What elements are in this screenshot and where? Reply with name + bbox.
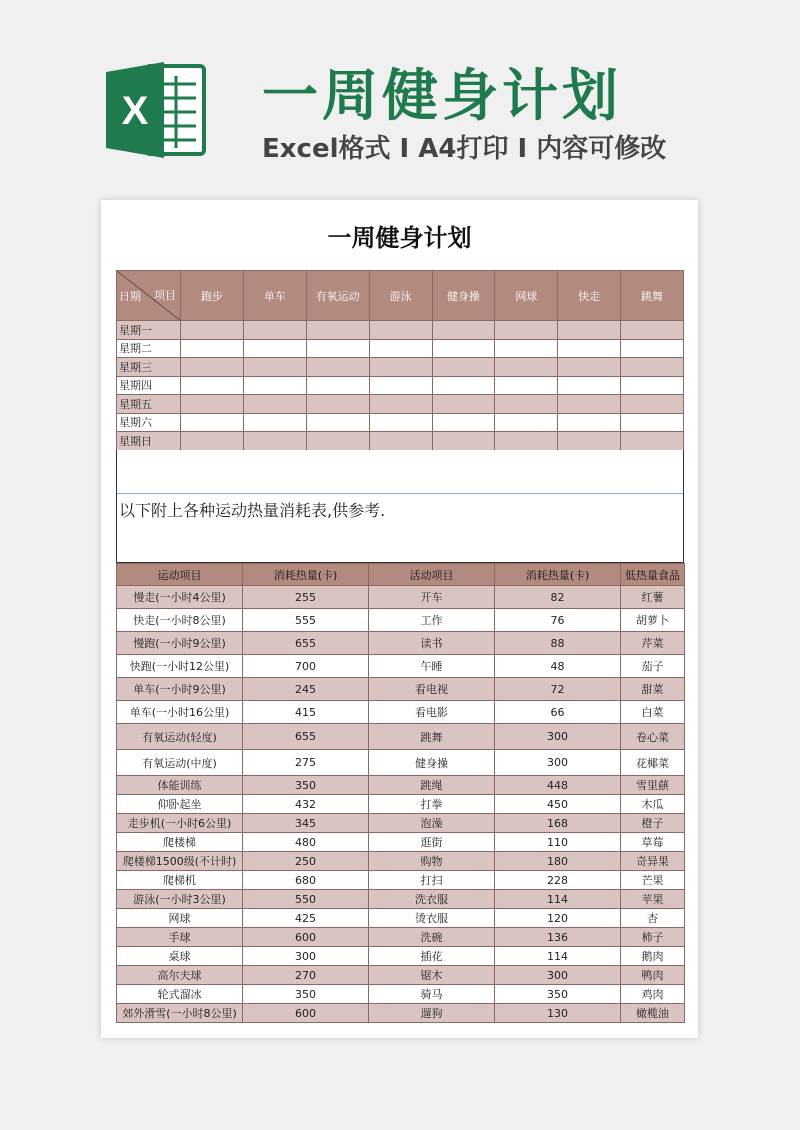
calorie-cell: 655 <box>243 632 369 655</box>
calorie-cell: 苹果 <box>621 890 685 909</box>
calorie-cell: 跳舞 <box>369 724 495 750</box>
calorie-cell: 甜菜 <box>621 678 685 701</box>
plan-corner-cell <box>117 271 181 321</box>
calorie-cell: 114 <box>495 947 621 966</box>
plan-day-label: 星期一 <box>117 321 181 340</box>
plan-cell[interactable] <box>369 358 432 377</box>
calorie-cell: 250 <box>243 852 369 871</box>
plan-header-cell: 快走 <box>558 271 621 321</box>
calorie-cell: 橄榄油 <box>621 1004 685 1023</box>
calorie-cell: 烫衣服 <box>369 909 495 928</box>
plan-cell[interactable] <box>558 432 621 451</box>
table-row <box>117 890 685 909</box>
note-text: 以下附上各种运动热量消耗表,供参考. <box>119 501 386 520</box>
plan-cell[interactable] <box>369 376 432 395</box>
corner-date-label: 日期 <box>119 290 141 303</box>
plan-cell[interactable] <box>621 339 684 358</box>
plan-cell[interactable] <box>369 413 432 432</box>
plan-cell[interactable] <box>558 395 621 414</box>
table-row <box>117 795 685 814</box>
plan-cell[interactable] <box>243 376 306 395</box>
table-row <box>117 724 685 750</box>
calorie-cell: 136 <box>495 928 621 947</box>
calorie-cell: 88 <box>495 632 621 655</box>
calorie-cell: 700 <box>243 655 369 678</box>
weekly-plan-table <box>116 270 684 451</box>
plan-cell[interactable] <box>181 358 244 377</box>
calorie-cell: 游泳(一小时3公里) <box>117 890 243 909</box>
plan-cell[interactable] <box>432 358 495 377</box>
calorie-header-cell: 低热量食品 <box>621 564 685 586</box>
calorie-cell: 茄子 <box>621 655 685 678</box>
calorie-cell: 270 <box>243 966 369 985</box>
calorie-cell: 遛狗 <box>369 1004 495 1023</box>
plan-row <box>117 413 684 432</box>
calorie-cell: 跳绳 <box>369 776 495 795</box>
plan-cell[interactable] <box>181 376 244 395</box>
calorie-cell: 网球 <box>117 909 243 928</box>
calorie-cell: 健身操 <box>369 750 495 776</box>
plan-cell[interactable] <box>621 413 684 432</box>
plan-header-row <box>117 271 684 321</box>
calorie-cell: 350 <box>495 985 621 1004</box>
plan-cell[interactable] <box>181 432 244 451</box>
calorie-cell: 慢走(一小时4公里) <box>117 586 243 609</box>
calorie-cell: 轮式溜冰 <box>117 985 243 1004</box>
calorie-cell: 单车(一小时9公里) <box>117 678 243 701</box>
calorie-cell: 芒果 <box>621 871 685 890</box>
calorie-cell: 110 <box>495 833 621 852</box>
plan-cell[interactable] <box>369 432 432 451</box>
calorie-cell: 爬楼梯1500级(不计时) <box>117 852 243 871</box>
plan-cell[interactable] <box>369 321 432 340</box>
plan-body <box>117 321 684 451</box>
plan-cell[interactable] <box>495 413 558 432</box>
calorie-cell: 手球 <box>117 928 243 947</box>
table-row <box>117 947 685 966</box>
calorie-cell: 600 <box>243 1004 369 1023</box>
calorie-cell: 开车 <box>369 586 495 609</box>
calorie-cell: 450 <box>495 795 621 814</box>
note-divider <box>117 493 683 494</box>
excel-logo-icon <box>104 58 208 162</box>
plan-day-label: 星期日 <box>117 432 181 451</box>
calorie-cell: 114 <box>495 890 621 909</box>
plan-cell[interactable] <box>243 321 306 340</box>
table-row <box>117 871 685 890</box>
calorie-cell: 奇异果 <box>621 852 685 871</box>
calorie-cell: 425 <box>243 909 369 928</box>
plan-cell[interactable] <box>558 358 621 377</box>
calorie-cell: 胡萝卜 <box>621 609 685 632</box>
calorie-cell: 卷心菜 <box>621 724 685 750</box>
calorie-cell: 345 <box>243 814 369 833</box>
calorie-cell: 锯木 <box>369 966 495 985</box>
plan-header-cell: 有氧运动 <box>306 271 369 321</box>
plan-cell[interactable] <box>621 358 684 377</box>
calorie-cell: 300 <box>495 966 621 985</box>
calorie-cell: 鹅肉 <box>621 947 685 966</box>
calorie-cell: 48 <box>495 655 621 678</box>
plan-cell[interactable] <box>306 358 369 377</box>
plan-cell[interactable] <box>495 339 558 358</box>
calorie-cell: 仰卧起坐 <box>117 795 243 814</box>
plan-header-cell: 跑步 <box>181 271 244 321</box>
calorie-cell: 180 <box>495 852 621 871</box>
calorie-cell: 走步机(一小时6公里) <box>117 814 243 833</box>
plan-cell[interactable] <box>306 413 369 432</box>
calorie-cell: 448 <box>495 776 621 795</box>
table-row <box>117 750 685 776</box>
plan-cell[interactable] <box>621 432 684 451</box>
plan-cell[interactable] <box>369 339 432 358</box>
plan-row <box>117 339 684 358</box>
calorie-cell: 76 <box>495 609 621 632</box>
plan-cell[interactable] <box>495 432 558 451</box>
plan-cell[interactable] <box>181 395 244 414</box>
plan-cell[interactable] <box>181 321 244 340</box>
calorie-cell: 骑马 <box>369 985 495 1004</box>
plan-cell[interactable] <box>495 358 558 377</box>
calorie-cell: 82 <box>495 586 621 609</box>
calorie-cell: 爬楼梯 <box>117 833 243 852</box>
plan-day-label: 星期三 <box>117 358 181 377</box>
calorie-cell: 555 <box>243 609 369 632</box>
excel-logo-letter: X <box>121 89 149 133</box>
calorie-cell: 快跑(一小时12公里) <box>117 655 243 678</box>
plan-cell[interactable] <box>495 376 558 395</box>
calorie-cell: 花椰菜 <box>621 750 685 776</box>
calorie-body <box>117 586 685 1023</box>
plan-day-label: 星期五 <box>117 395 181 414</box>
plan-header-cell: 健身操 <box>432 271 495 321</box>
calorie-cell: 洗衣服 <box>369 890 495 909</box>
spreadsheet-page <box>101 200 698 1038</box>
plan-cell[interactable] <box>432 395 495 414</box>
calorie-cell: 鸭肉 <box>621 966 685 985</box>
calorie-cell: 桌球 <box>117 947 243 966</box>
calorie-cell: 168 <box>495 814 621 833</box>
calorie-cell: 228 <box>495 871 621 890</box>
calorie-cell: 雪里蕻 <box>621 776 685 795</box>
calorie-cell: 打扫 <box>369 871 495 890</box>
calorie-cell: 草莓 <box>621 833 685 852</box>
calorie-header-row <box>117 564 685 586</box>
calorie-cell: 体能训练 <box>117 776 243 795</box>
calorie-cell: 杏 <box>621 909 685 928</box>
calorie-cell: 读书 <box>369 632 495 655</box>
plan-cell[interactable] <box>621 395 684 414</box>
plan-cell[interactable] <box>243 395 306 414</box>
plan-cell[interactable] <box>558 339 621 358</box>
plan-day-label: 星期四 <box>117 376 181 395</box>
calorie-cell: 橙子 <box>621 814 685 833</box>
plan-header-cell: 网球 <box>495 271 558 321</box>
plan-cell[interactable] <box>306 376 369 395</box>
corner-item-label: 项目 <box>154 289 176 302</box>
plan-cell[interactable] <box>558 376 621 395</box>
calorie-cell: 350 <box>243 985 369 1004</box>
table-row <box>117 776 685 795</box>
calorie-cell: 逛街 <box>369 833 495 852</box>
table-row <box>117 632 685 655</box>
plan-cell[interactable] <box>306 321 369 340</box>
calorie-cell: 432 <box>243 795 369 814</box>
calorie-table <box>116 563 685 1023</box>
plan-cell[interactable] <box>495 395 558 414</box>
table-row <box>117 928 685 947</box>
calorie-cell: 木瓜 <box>621 795 685 814</box>
table-row <box>117 852 685 871</box>
plan-row <box>117 321 684 340</box>
calorie-cell: 看电影 <box>369 701 495 724</box>
plan-cell[interactable] <box>432 321 495 340</box>
table-row <box>117 655 685 678</box>
plan-cell[interactable] <box>432 376 495 395</box>
calorie-cell: 午睡 <box>369 655 495 678</box>
calorie-cell: 芹菜 <box>621 632 685 655</box>
plan-cell[interactable] <box>369 395 432 414</box>
plan-cell[interactable] <box>495 321 558 340</box>
calorie-cell: 爬梯机 <box>117 871 243 890</box>
calorie-cell: 高尔夫球 <box>117 966 243 985</box>
calorie-cell: 480 <box>243 833 369 852</box>
calorie-cell: 300 <box>243 947 369 966</box>
plan-header-cell: 跳舞 <box>621 271 684 321</box>
plan-cell[interactable] <box>558 321 621 340</box>
calorie-header-cell: 消耗热量(卡) <box>495 564 621 586</box>
plan-cell[interactable] <box>181 339 244 358</box>
banner-subtitle: Excel格式 Ⅰ A4打印 Ⅰ 内容可修改 <box>262 134 667 164</box>
plan-row <box>117 376 684 395</box>
calorie-cell: 120 <box>495 909 621 928</box>
calorie-cell: 泡澡 <box>369 814 495 833</box>
table-row <box>117 814 685 833</box>
plan-cell[interactable] <box>621 376 684 395</box>
plan-cell[interactable] <box>243 413 306 432</box>
plan-cell[interactable] <box>621 321 684 340</box>
plan-cell[interactable] <box>243 358 306 377</box>
calorie-cell: 300 <box>495 750 621 776</box>
calorie-cell: 66 <box>495 701 621 724</box>
sheet-title: 一周健身计划 <box>327 224 472 252</box>
table-row <box>117 701 685 724</box>
calorie-cell: 看电视 <box>369 678 495 701</box>
plan-cell[interactable] <box>181 413 244 432</box>
table-row <box>117 1004 685 1023</box>
plan-cell[interactable] <box>243 432 306 451</box>
calorie-cell: 鸡肉 <box>621 985 685 1004</box>
plan-day-label: 星期二 <box>117 339 181 358</box>
calorie-cell: 655 <box>243 724 369 750</box>
calorie-cell: 255 <box>243 586 369 609</box>
calorie-cell: 有氧运动(中度) <box>117 750 243 776</box>
plan-cell[interactable] <box>306 432 369 451</box>
plan-row <box>117 432 684 451</box>
calorie-header-cell: 活动项目 <box>369 564 495 586</box>
table-row <box>117 678 685 701</box>
plan-cell[interactable] <box>306 395 369 414</box>
table-row <box>117 966 685 985</box>
plan-day-label: 星期六 <box>117 413 181 432</box>
calorie-cell: 红薯 <box>621 586 685 609</box>
plan-cell[interactable] <box>243 339 306 358</box>
calorie-cell: 快走(一小时8公里) <box>117 609 243 632</box>
plan-header-cell: 游泳 <box>369 271 432 321</box>
calorie-cell: 慢跑(一小时9公里) <box>117 632 243 655</box>
calorie-cell: 350 <box>243 776 369 795</box>
plan-cell[interactable] <box>306 339 369 358</box>
calorie-header-cell: 运动项目 <box>117 564 243 586</box>
plan-cell[interactable] <box>432 339 495 358</box>
plan-cell[interactable] <box>432 413 495 432</box>
calorie-cell: 680 <box>243 871 369 890</box>
calorie-cell: 洗碗 <box>369 928 495 947</box>
note-box <box>116 450 684 563</box>
plan-row <box>117 395 684 414</box>
calorie-cell: 550 <box>243 890 369 909</box>
calorie-cell: 郊外滑雪(一小时8公里) <box>117 1004 243 1023</box>
plan-cell[interactable] <box>558 413 621 432</box>
calorie-cell: 打拳 <box>369 795 495 814</box>
calorie-cell: 工作 <box>369 609 495 632</box>
plan-cell[interactable] <box>432 432 495 451</box>
calorie-cell: 有氧运动(轻度) <box>117 724 243 750</box>
calorie-cell: 415 <box>243 701 369 724</box>
calorie-cell: 600 <box>243 928 369 947</box>
table-row <box>117 833 685 852</box>
calorie-cell: 单车(一小时16公里) <box>117 701 243 724</box>
calorie-cell: 购物 <box>369 852 495 871</box>
plan-header-cell: 单车 <box>243 271 306 321</box>
table-row <box>117 985 685 1004</box>
calorie-cell: 插花 <box>369 947 495 966</box>
table-row <box>117 909 685 928</box>
table-row <box>117 586 685 609</box>
calorie-cell: 72 <box>495 678 621 701</box>
banner-title: 一周健身计划 <box>262 64 622 129</box>
calorie-cell: 275 <box>243 750 369 776</box>
calorie-cell: 白菜 <box>621 701 685 724</box>
calorie-cell: 柿子 <box>621 928 685 947</box>
calorie-cell: 300 <box>495 724 621 750</box>
table-row <box>117 609 685 632</box>
calorie-header-cell: 消耗热量(卡) <box>243 564 369 586</box>
calorie-cell: 245 <box>243 678 369 701</box>
plan-row <box>117 358 684 377</box>
calorie-cell: 130 <box>495 1004 621 1023</box>
